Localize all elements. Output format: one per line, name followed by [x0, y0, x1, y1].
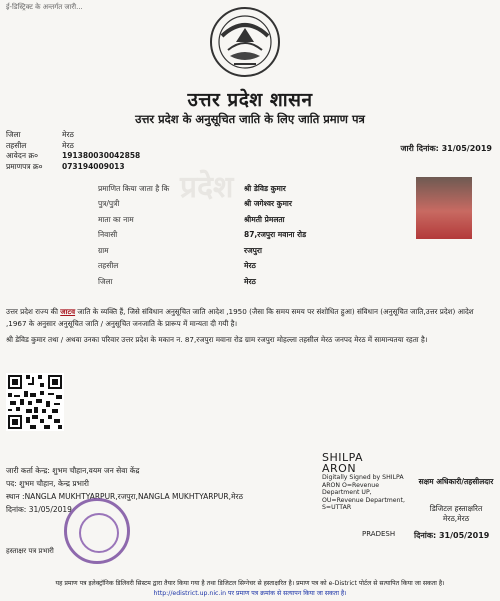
- up-government-emblem-icon: [208, 6, 282, 78]
- signature-state: PRADESH: [362, 530, 396, 538]
- signature-text: Digitally Signed by SHILPA ARON O=Revenue Department UP, OU=Revenue Department, S=UTTAR: [322, 474, 405, 512]
- qr-code[interactable]: [6, 373, 64, 431]
- detail-row: माता का नाम श्रीमती प्रेमलता: [98, 214, 285, 224]
- detail-row: ग्राम रजपुरा: [98, 245, 262, 255]
- meta-row-tehsil: तहसील मेरठ: [6, 140, 74, 150]
- issuer-place: स्थान :NANGLA MUKHTYARPUR,रजपुरा,NANGLA MUKHTYARPUR,मेरठ: [6, 492, 243, 501]
- signer-name-line1: SHILPA: [322, 451, 364, 464]
- meta-block: [6, 130, 140, 172]
- footer: [0, 579, 500, 599]
- residence-statement: श्री डेविड कुमार तथा / अथवा उनका परिवार उत्तर प्रदेश के मकान न. 87,रजपुरा मवाना रोड ग्राम रजपुरा मोहल्ला तहसील मेरठ जनपद मेरठ में सामान्यतया रहता है।: [6, 335, 428, 344]
- digital-signature: [322, 452, 414, 512]
- meta-row-certificate-no: प्रमाणपत्र क्र० 073194009013: [6, 161, 125, 171]
- detail-row: निवासी 87,रजपुरा मवाना रोड: [98, 230, 307, 240]
- issuer-date: दिनांक: 31/05/2019: [6, 505, 72, 514]
- detail-row: प्रमाणित किया जाता है कि श्री डेविड कुमार: [98, 183, 286, 193]
- footer-verify-link[interactable]: http://edistrict.up.nic.in पर प्रमाण पत्र क्रमांक से सत्यापन किया जा सकता है।: [153, 590, 347, 597]
- digital-sign-label: डिजिटल हस्ताक्षरित: [429, 504, 483, 513]
- caste-statement: उत्तर प्रदेश राज्य की जाटव जाति के व्यक्ति हैं, जिसे संविधान अनुसूचित जाति आदेश ,1950 (जैसा कि समय समय पर संशोधित हुआ) संविधान (अनुसूचित जाति,उत्तर प्रदेश) आदेश ,1967 के अनुसार अनुसूचित जाति / अनुसूचित जनजाति के प्रारूप में मान्यता दी गयी है।: [6, 307, 474, 328]
- details-table: [98, 181, 306, 290]
- officer-date: दिनांक: 31/05/2019: [414, 531, 490, 540]
- officer-sign-block: [414, 504, 498, 524]
- footer-note: यह प्रमाण पत्र इलेक्ट्रॉनिक डिलिवरी सिस्टम द्वारा तैयार किया गया है तथा डिजिटल सिग्नेचर से हस्ताक्षरित है। प्रमाण पत्र को e-District पोर्टल से सत्यापित किया जा सकता है।: [55, 580, 445, 587]
- officer-place: मेरठ,मेरठ: [442, 514, 470, 523]
- watermark-text: प्रदेश: [180, 170, 234, 205]
- meta-row-district: जिला मेरठ: [6, 130, 74, 139]
- applicant-photo: [416, 177, 472, 239]
- page-title: उत्तर प्रदेश शासन: [187, 89, 313, 111]
- official-stamp: [64, 498, 130, 564]
- issuer-center: जारी कर्ता केन्द्र: शुभम चौहान,वयम जन सेवा केंद्र: [6, 466, 140, 475]
- issue-date: जारी दिनांक: 31/05/2019: [400, 144, 492, 153]
- detail-row: तहसील मेरठ: [98, 261, 256, 271]
- meta-row-application-no: आवेदन क्र० 191380030042858: [6, 151, 141, 160]
- detail-row: जिला मेरठ: [98, 276, 256, 286]
- issuer-name: पद: शुभम चौहान, केन्द्र प्रभारी: [6, 479, 89, 488]
- caste-name: जाटव: [60, 307, 76, 316]
- sign-label: हस्ताक्षर पत्र प्रभारी: [6, 547, 54, 555]
- detail-row: पुत्र/पुत्री श्री जगेश्वर कुमार: [98, 199, 292, 209]
- officer-title: सक्षम अधिकारी/तहसीलदार: [418, 477, 494, 486]
- issuer-block: [6, 464, 243, 516]
- top-note: ई-डिस्ट्रिक्ट के अन्तर्गत जारी...: [6, 3, 83, 11]
- page-subtitle: उत्तर प्रदेश के अनुसूचित जाति के लिए जाति प्रमाण पत्र: [135, 112, 365, 126]
- signer-name-line2: ARON: [322, 462, 357, 475]
